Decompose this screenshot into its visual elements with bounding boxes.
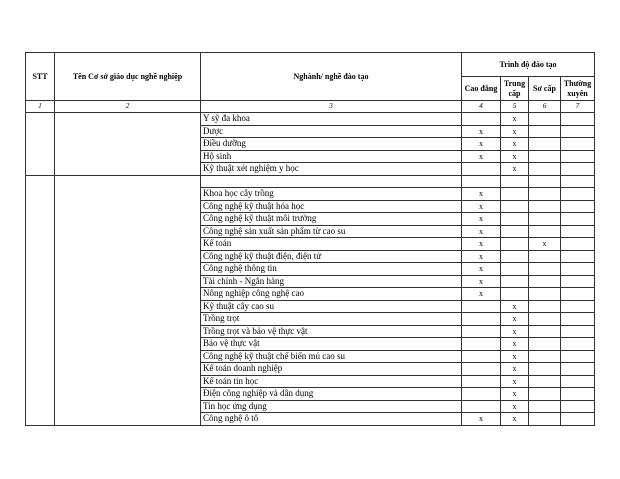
major-cell: Công nghệ ô tô <box>201 413 462 426</box>
major-cell: Điều dưỡng <box>201 138 462 151</box>
level-mark-cell <box>561 375 595 388</box>
level-mark-cell: x <box>462 200 501 213</box>
level-mark-cell <box>529 350 561 363</box>
level-mark-cell <box>462 338 501 351</box>
level-mark-cell: x <box>462 263 501 276</box>
level-mark-cell: x <box>501 338 529 351</box>
level-mark-cell: x <box>501 138 529 151</box>
level-mark-cell <box>501 225 529 238</box>
level-mark-cell <box>462 325 501 338</box>
table-row <box>26 175 595 188</box>
level-mark-cell <box>561 225 595 238</box>
header-stt: STT <box>26 53 55 101</box>
level-mark-cell <box>501 238 529 251</box>
table-body <box>26 113 595 426</box>
level-mark-cell <box>501 175 529 188</box>
major-cell <box>201 175 462 188</box>
school-name-cell <box>55 113 201 176</box>
level-mark-cell <box>561 400 595 413</box>
level-mark-cell <box>462 163 501 176</box>
level-mark-cell <box>529 338 561 351</box>
major-cell: Công nghệ thông tin <box>201 263 462 276</box>
level-mark-cell: x <box>501 125 529 138</box>
level-mark-cell: x <box>501 300 529 313</box>
level-mark-cell: x <box>501 113 529 126</box>
header-level-group: Trình độ đào tạo <box>462 53 595 77</box>
level-mark-cell <box>529 325 561 338</box>
level-mark-cell <box>529 150 561 163</box>
level-mark-cell <box>561 238 595 251</box>
level-mark-cell <box>462 300 501 313</box>
level-mark-cell <box>462 388 501 401</box>
major-cell: Trồng trọt <box>201 313 462 326</box>
level-mark-cell <box>561 113 595 126</box>
level-mark-cell <box>529 250 561 263</box>
level-mark-cell <box>462 175 501 188</box>
level-mark-cell: x <box>462 250 501 263</box>
major-cell: Công nghệ sản xuất sản phẩm từ cao su <box>201 225 462 238</box>
header-level-college: Cao đẳng <box>462 77 501 101</box>
level-mark-cell <box>501 275 529 288</box>
level-mark-cell <box>529 275 561 288</box>
major-cell: Tin học ứng dụng <box>201 400 462 413</box>
level-mark-cell <box>529 400 561 413</box>
level-mark-cell <box>501 200 529 213</box>
level-mark-cell <box>529 163 561 176</box>
major-cell: Bảo vệ thực vật <box>201 338 462 351</box>
level-mark-cell: x <box>462 138 501 151</box>
level-mark-cell <box>529 388 561 401</box>
level-mark-cell <box>561 250 595 263</box>
level-mark-cell: x <box>462 150 501 163</box>
major-cell: Y sỹ đa khoa <box>201 113 462 126</box>
level-mark-cell: x <box>501 375 529 388</box>
level-mark-cell: x <box>462 213 501 226</box>
level-mark-cell <box>462 313 501 326</box>
level-mark-cell <box>561 413 595 426</box>
major-cell: Hộ sinh <box>201 150 462 163</box>
header-level-intermediate: Trung cấp <box>501 77 529 101</box>
level-mark-cell <box>529 413 561 426</box>
level-mark-cell <box>561 213 595 226</box>
major-cell: Khoa học cây trồng <box>201 188 462 201</box>
index-cell: 1 <box>26 101 55 113</box>
level-mark-cell <box>462 350 501 363</box>
major-cell: Kỹ thuật xét nghiệm y học <box>201 163 462 176</box>
level-mark-cell: x <box>462 225 501 238</box>
level-mark-cell: x <box>501 325 529 338</box>
level-mark-cell <box>462 113 501 126</box>
level-mark-cell: x <box>462 125 501 138</box>
level-mark-cell <box>561 263 595 276</box>
major-cell: Kế toán tin học <box>201 375 462 388</box>
level-mark-cell: x <box>501 163 529 176</box>
level-mark-cell <box>529 263 561 276</box>
major-cell: Công nghệ kỹ thuật điện, điện tử <box>201 250 462 263</box>
level-mark-cell: x <box>501 363 529 376</box>
level-mark-cell <box>501 263 529 276</box>
level-mark-cell <box>561 338 595 351</box>
level-mark-cell <box>561 363 595 376</box>
level-mark-cell: x <box>501 388 529 401</box>
level-mark-cell <box>462 400 501 413</box>
level-mark-cell <box>529 375 561 388</box>
major-cell: Trồng trọt và bảo vệ thực vật <box>201 325 462 338</box>
major-cell: Dược <box>201 125 462 138</box>
training-programs-table <box>25 52 595 426</box>
level-mark-cell <box>561 288 595 301</box>
level-mark-cell <box>529 188 561 201</box>
level-mark-cell <box>529 313 561 326</box>
level-mark-cell <box>529 113 561 126</box>
major-cell: Công nghệ kỹ thuật môi trường <box>201 213 462 226</box>
level-mark-cell <box>529 213 561 226</box>
level-mark-cell: x <box>462 275 501 288</box>
level-mark-cell <box>561 125 595 138</box>
level-mark-cell <box>561 163 595 176</box>
level-mark-cell: x <box>501 313 529 326</box>
index-cell: 7 <box>561 101 595 113</box>
stt-cell <box>26 113 55 176</box>
index-cell: 5 <box>501 101 529 113</box>
major-cell: Nông nghiệp công nghệ cao <box>201 288 462 301</box>
index-cell: 3 <box>201 101 462 113</box>
header-school: Tên Cơ sở giáo dục nghề nghiệp <box>55 53 201 101</box>
header-level-elementary: Sơ cấp <box>529 77 561 101</box>
level-mark-cell <box>529 138 561 151</box>
major-cell: Tài chính - Ngân hàng <box>201 275 462 288</box>
level-mark-cell <box>529 225 561 238</box>
level-mark-cell: x <box>501 413 529 426</box>
level-mark-cell <box>501 288 529 301</box>
level-mark-cell <box>561 175 595 188</box>
level-mark-cell <box>561 138 595 151</box>
level-mark-cell: x <box>462 238 501 251</box>
stt-cell <box>26 175 55 425</box>
level-mark-cell: x <box>462 413 501 426</box>
level-mark-cell <box>462 363 501 376</box>
level-mark-cell <box>529 300 561 313</box>
level-mark-cell <box>561 325 595 338</box>
index-cell: 6 <box>529 101 561 113</box>
column-index-row <box>26 101 595 113</box>
level-mark-cell: x <box>501 150 529 163</box>
level-mark-cell <box>561 300 595 313</box>
level-mark-cell <box>529 200 561 213</box>
level-mark-cell <box>561 313 595 326</box>
level-mark-cell <box>501 188 529 201</box>
level-mark-cell: x <box>529 238 561 251</box>
level-mark-cell <box>561 350 595 363</box>
table-row <box>26 113 595 126</box>
level-mark-cell <box>462 375 501 388</box>
training-table-page <box>25 52 594 426</box>
level-mark-cell <box>501 250 529 263</box>
level-mark-cell <box>529 363 561 376</box>
level-mark-cell <box>501 213 529 226</box>
level-mark-cell <box>561 275 595 288</box>
level-mark-cell <box>561 150 595 163</box>
school-name-cell <box>55 175 201 425</box>
major-cell: Điện công nghiệp và dân dụng <box>201 388 462 401</box>
header-level-regular: Thường xuyên <box>561 77 595 101</box>
level-mark-cell: x <box>462 188 501 201</box>
level-mark-cell <box>529 288 561 301</box>
major-cell: Kế toán <box>201 238 462 251</box>
major-cell: Kỹ thuật cây cao su <box>201 300 462 313</box>
level-mark-cell <box>561 188 595 201</box>
level-mark-cell: x <box>501 350 529 363</box>
major-cell: Công nghệ kỹ thuật chế biến mủ cao su <box>201 350 462 363</box>
index-cell: 2 <box>55 101 201 113</box>
level-mark-cell <box>529 125 561 138</box>
level-mark-cell: x <box>462 288 501 301</box>
level-mark-cell <box>561 388 595 401</box>
level-mark-cell <box>529 175 561 188</box>
major-cell: Kế toán doanh nghiệp <box>201 363 462 376</box>
level-mark-cell: x <box>501 400 529 413</box>
header-major: Nghành/ nghề đào tạo <box>201 53 462 101</box>
major-cell: Công nghệ kỹ thuật hóa học <box>201 200 462 213</box>
index-cell: 4 <box>462 101 501 113</box>
level-mark-cell <box>561 200 595 213</box>
